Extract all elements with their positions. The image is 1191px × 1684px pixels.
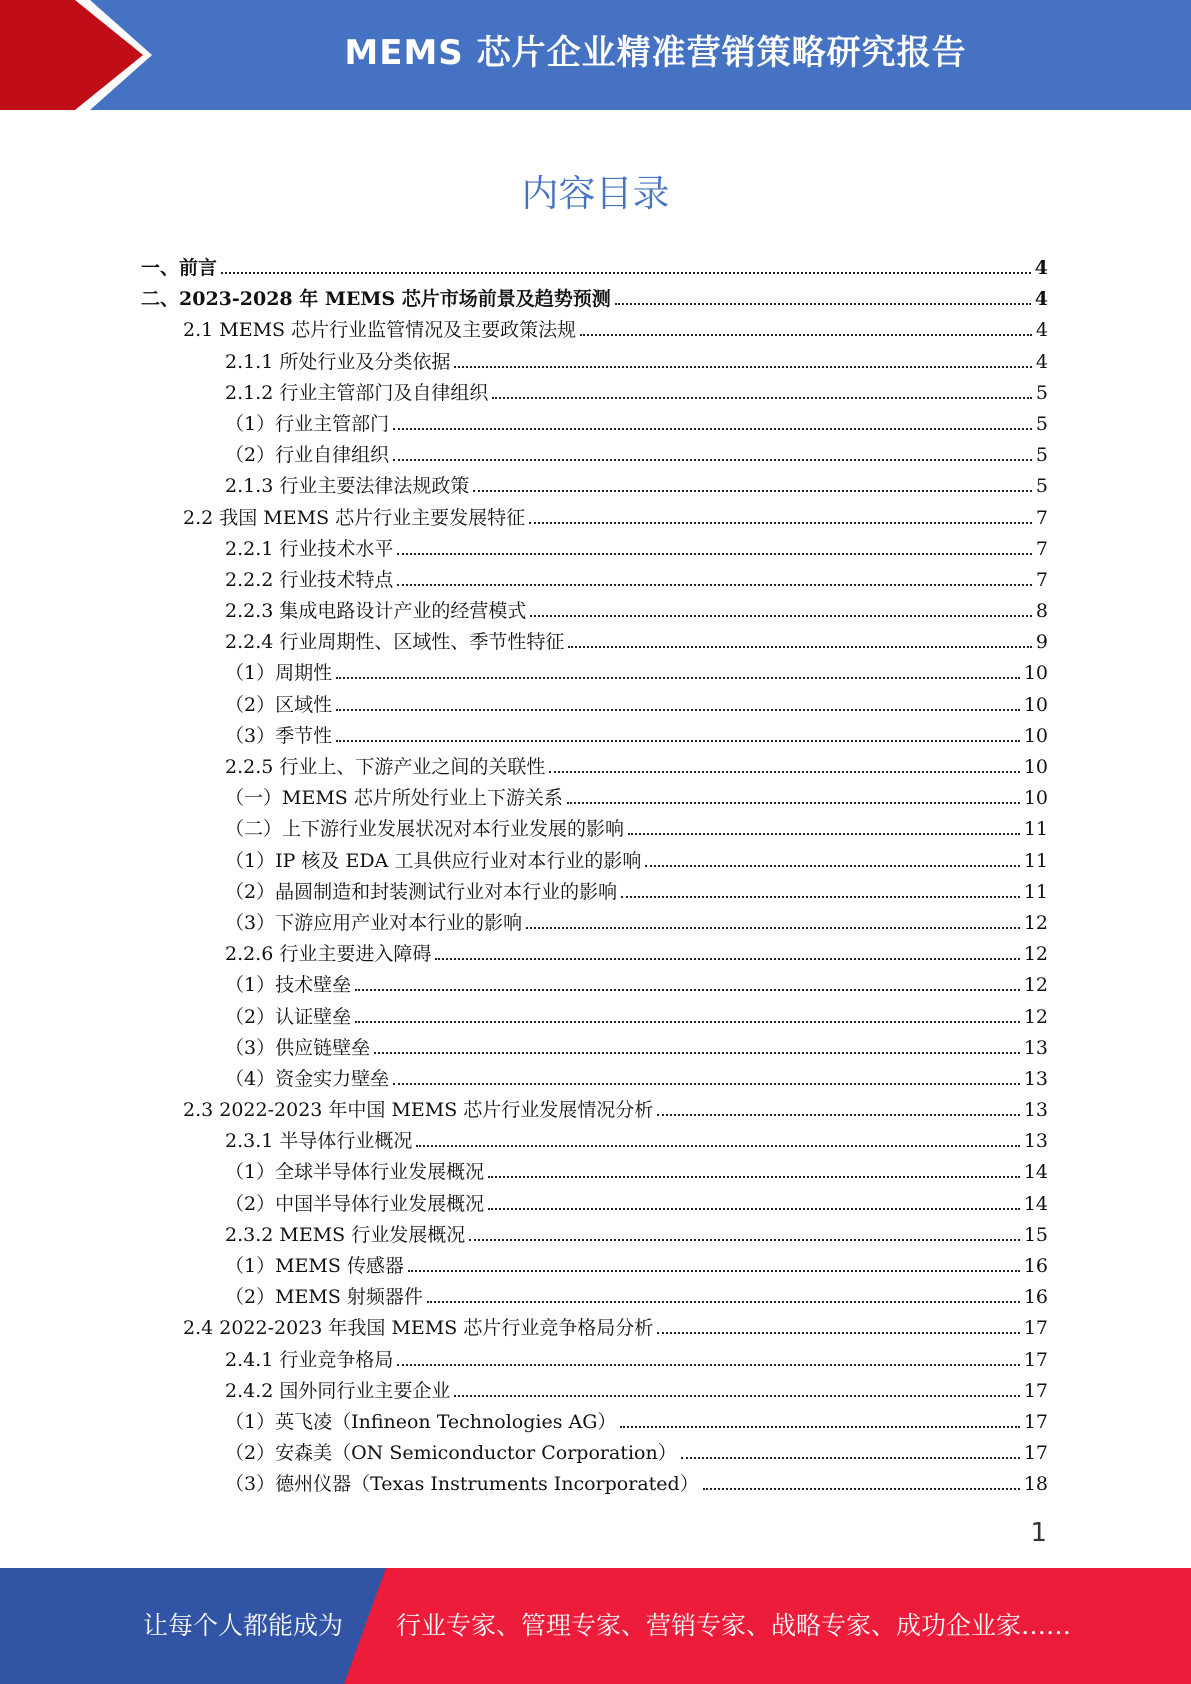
- toc-entry-label: （1）IP 核及 EDA 工具供应行业对本行业的影响: [225, 849, 642, 872]
- toc-leader-dots: [567, 802, 1020, 804]
- toc-entry-page: 4: [1034, 315, 1048, 346]
- toc-entry-label: 2.1 MEMS 芯片行业监管情况及主要政策法规: [183, 319, 577, 342]
- toc-leader-dots: [703, 1488, 1020, 1490]
- toc-leader-dots: [530, 615, 1032, 617]
- toc-entry[interactable]: [141, 534, 1048, 565]
- toc-entry-label: 一、前言: [141, 257, 218, 279]
- toc-entry[interactable]: [141, 1189, 1048, 1220]
- toc-entry-label: （4）资金实力壁垒: [225, 1067, 390, 1090]
- toc-entry-page: 14: [1022, 1189, 1048, 1220]
- toc-entry[interactable]: [141, 596, 1048, 627]
- toc-entry-page: 12: [1022, 970, 1048, 1001]
- toc-entry-page: 8: [1034, 596, 1048, 627]
- toc-entry[interactable]: [141, 1157, 1048, 1188]
- toc-entry-page: 4: [1034, 347, 1048, 378]
- toc-entry[interactable]: [141, 690, 1048, 721]
- toc-entry[interactable]: [141, 471, 1048, 502]
- toc-entry[interactable]: [141, 1220, 1048, 1251]
- toc-entry[interactable]: [141, 378, 1048, 409]
- toc-entry[interactable]: [141, 1282, 1048, 1313]
- toc-leader-dots: [336, 709, 1020, 711]
- toc-entry-page: 13: [1022, 1126, 1048, 1157]
- toc-entry[interactable]: [141, 908, 1048, 939]
- toc-entry-label: 2.2.5 行业上、下游产业之间的关联性: [225, 756, 546, 778]
- toc-entry-label: 2.2.6 行业主要进入障碍: [225, 943, 432, 966]
- toc-entry-page: 11: [1022, 814, 1048, 845]
- toc-entry-page: 13: [1022, 1064, 1048, 1095]
- toc-entry-label: （3）供应链壁垒: [225, 1036, 371, 1059]
- toc-entry[interactable]: [141, 814, 1048, 845]
- toc-entry[interactable]: [141, 565, 1048, 596]
- toc-entry-label: （1）全球半导体行业发展概况: [225, 1161, 485, 1184]
- toc-entry-label: （1）英飞凌（Infineon Technologies AG）: [225, 1410, 617, 1433]
- toc-leader-dots: [454, 1395, 1020, 1397]
- toc-entry-page: 4: [1033, 253, 1048, 284]
- toc-leader-dots: [393, 428, 1032, 430]
- toc-leader-dots: [454, 366, 1032, 368]
- toc-entry[interactable]: [141, 1438, 1048, 1469]
- footer-slogan-right: 行业专家、管理专家、营销专家、战略专家、成功企业家……: [396, 1611, 1072, 1640]
- toc-entry-label: 2.3.2 MEMS 行业发展概况: [225, 1223, 466, 1246]
- toc-entry-page: 11: [1022, 846, 1048, 877]
- toc-entry[interactable]: [141, 1126, 1048, 1157]
- toc-leader-dots: [526, 927, 1020, 929]
- toc-entry-label: （一）MEMS 芯片所处行业上下游关系: [225, 787, 563, 810]
- toc-leader-dots: [615, 303, 1031, 305]
- toc-entry-label: 2.2.4 行业周期性、区域性、季节性特征: [225, 631, 565, 654]
- toc-leader-dots: [529, 522, 1032, 524]
- toc-leader-dots: [488, 1176, 1020, 1178]
- toc-entry[interactable]: [141, 752, 1048, 783]
- footer-slogan-left: 让每个人都能成为: [143, 1611, 344, 1640]
- toc-entry[interactable]: [141, 1376, 1048, 1407]
- toc-entry-label: （3）下游应用产业对本行业的影响: [225, 911, 523, 934]
- toc-entry-label: （2）安森美（ON Semiconductor Corporation）: [225, 1442, 677, 1465]
- toc-leader-dots: [221, 272, 1031, 274]
- toc-entry-label: （1）行业主管部门: [225, 412, 390, 435]
- toc-entry-page: 10: [1022, 752, 1048, 783]
- toc-leader-dots: [374, 1052, 1020, 1054]
- toc-entry[interactable]: [141, 783, 1048, 814]
- toc-entry-label: （2）认证壁垒: [225, 1005, 352, 1028]
- toc-entry[interactable]: [141, 347, 1048, 378]
- report-title: MEMS 芯片企业精准营销策略研究报告: [344, 33, 967, 73]
- toc-entry-label: （二）上下游行业发展状况对本行业发展的影响: [225, 818, 625, 841]
- page-number: 1: [1030, 1518, 1047, 1548]
- toc-entry-label: 2.4.2 国外同行业主要企业: [225, 1379, 451, 1402]
- footer-banner: [0, 1568, 1191, 1684]
- toc-entry-label: （3）季节性: [225, 724, 333, 747]
- toc-leader-dots: [393, 459, 1032, 461]
- toc-entry[interactable]: [141, 846, 1048, 877]
- toc-entry[interactable]: [141, 627, 1048, 658]
- toc-entry-page: 5: [1034, 409, 1048, 440]
- toc-entry[interactable]: [141, 284, 1048, 315]
- toc-leader-dots: [336, 677, 1020, 679]
- table-of-contents: [141, 253, 1048, 1501]
- toc-leader-dots: [435, 958, 1020, 960]
- toc-entry-label: （2）区域性: [225, 693, 333, 716]
- toc-entry-page: 18: [1022, 1469, 1048, 1500]
- toc-entry-page: 12: [1022, 939, 1048, 970]
- toc-entry[interactable]: [141, 1345, 1048, 1376]
- toc-leader-dots: [397, 553, 1032, 555]
- toc-entry-label: （1）技术壁垒: [225, 974, 352, 997]
- toc-leader-dots: [621, 896, 1020, 898]
- toc-entry-page: 7: [1034, 534, 1048, 565]
- toc-entry-label: （2）中国半导体行业发展概况: [225, 1192, 485, 1215]
- toc-leader-dots: [657, 1114, 1020, 1116]
- toc-entry[interactable]: [141, 1095, 1048, 1126]
- toc-leader-dots: [620, 1426, 1020, 1428]
- toc-entry-page: 11: [1022, 877, 1048, 908]
- toc-entry-page: 16: [1022, 1251, 1048, 1282]
- toc-leader-dots: [416, 1145, 1020, 1147]
- toc-entry-page: 4: [1033, 284, 1048, 315]
- toc-entry-label: 2.1.3 行业主要法律法规政策: [225, 475, 470, 498]
- toc-entry-page: 5: [1034, 440, 1048, 471]
- toc-entry-page: 17: [1022, 1345, 1048, 1376]
- toc-entry-label: 2.3.1 半导体行业概况: [225, 1130, 413, 1153]
- toc-leader-dots: [408, 1270, 1020, 1272]
- toc-entry-page: 17: [1022, 1313, 1048, 1344]
- toc-entry[interactable]: [141, 440, 1048, 471]
- toc-entry-label: 2.1.2 行业主管部门及自律组织: [225, 381, 489, 404]
- toc-leader-dots: [393, 1083, 1020, 1085]
- toc-entry[interactable]: [141, 939, 1048, 970]
- toc-leader-dots: [473, 490, 1032, 492]
- toc-leader-dots: [397, 1364, 1020, 1366]
- toc-entry-label: （3）德州仪器（Texas Instruments Incorporated）: [225, 1473, 699, 1496]
- toc-entry-label: 2.2.2 行业技术特点: [225, 568, 394, 591]
- toc-entry[interactable]: [141, 970, 1048, 1001]
- toc-entry-label: （2）行业自律组织: [225, 444, 390, 467]
- toc-leader-dots: [628, 833, 1020, 835]
- toc-entry-label: （1）周期性: [225, 662, 333, 685]
- toc-entry[interactable]: [141, 1469, 1048, 1500]
- toc-leader-dots: [580, 334, 1032, 336]
- toc-leader-dots: [397, 584, 1032, 586]
- toc-entry-label: 二、2023-2028 年 MEMS 芯片市场前景及趋势预测: [141, 288, 611, 311]
- toc-entry[interactable]: [141, 315, 1048, 346]
- toc-leader-dots: [469, 1239, 1020, 1241]
- toc-entry-label: 2.4.1 行业竞争格局: [225, 1348, 394, 1371]
- toc-entry-page: 17: [1022, 1407, 1048, 1438]
- toc-leader-dots: [681, 1457, 1020, 1459]
- toc-entry[interactable]: [141, 877, 1048, 908]
- toc-leader-dots: [355, 1021, 1020, 1023]
- toc-entry[interactable]: [141, 658, 1048, 689]
- toc-entry-label: 2.3 2022-2023 年中国 MEMS 芯片行业发展情况分析: [183, 1099, 654, 1122]
- toc-entry-page: 10: [1022, 690, 1048, 721]
- toc-entry-page: 16: [1022, 1282, 1048, 1313]
- toc-leader-dots: [488, 1208, 1020, 1210]
- toc-entry-page: 10: [1022, 658, 1048, 689]
- toc-entry-page: 14: [1022, 1157, 1048, 1188]
- toc-entry[interactable]: [141, 1251, 1048, 1282]
- toc-entry-label: 2.1.1 所处行业及分类依据: [225, 350, 451, 373]
- toc-leader-dots: [645, 865, 1020, 867]
- toc-entry-label: （1）MEMS 传感器: [225, 1255, 404, 1277]
- toc-entry-label: （2）MEMS 射频器件: [225, 1286, 423, 1309]
- toc-leader-dots: [336, 740, 1020, 742]
- toc-entry-page: 15: [1022, 1220, 1048, 1251]
- header-banner: [0, 0, 1191, 110]
- toc-leader-dots: [568, 646, 1032, 648]
- toc-leader-dots: [427, 1301, 1020, 1303]
- toc-leader-dots: [355, 989, 1020, 991]
- toc-leader-dots: [657, 1332, 1020, 1334]
- toc-entry[interactable]: [141, 503, 1048, 534]
- toc-entry[interactable]: [141, 1064, 1048, 1095]
- toc-heading: 内容目录: [521, 172, 670, 215]
- toc-entry-label: 2.2 我国 MEMS 芯片行业主要发展特征: [183, 506, 526, 529]
- toc-entry-label: （2）晶圆制造和封装测试行业对本行业的影响: [225, 880, 618, 903]
- toc-entry[interactable]: [141, 1002, 1048, 1033]
- toc-entry[interactable]: [141, 721, 1048, 752]
- toc-entry[interactable]: [141, 253, 1048, 284]
- toc-entry-label: 2.2.1 行业技术水平: [225, 537, 394, 560]
- toc-entry-page: 13: [1022, 1095, 1048, 1126]
- toc-entry[interactable]: [141, 1313, 1048, 1344]
- toc-entry[interactable]: [141, 1033, 1048, 1064]
- toc-entry-page: 7: [1034, 503, 1048, 534]
- toc-leader-dots: [492, 397, 1032, 399]
- toc-entry-label: 2.2.3 集成电路设计产业的经营模式: [225, 600, 527, 623]
- toc-leader-dots: [549, 771, 1020, 773]
- toc-entry-page: 5: [1034, 471, 1048, 502]
- header-chevron-icon: [0, 0, 143, 110]
- toc-entry-page: 17: [1022, 1438, 1048, 1469]
- toc-entry[interactable]: [141, 409, 1048, 440]
- toc-entry-page: 10: [1022, 783, 1048, 814]
- toc-entry-page: 5: [1034, 378, 1048, 409]
- toc-entry-page: 10: [1022, 721, 1048, 752]
- toc-entry[interactable]: [141, 1407, 1048, 1438]
- toc-entry-page: 7: [1034, 565, 1048, 596]
- toc-entry-page: 12: [1022, 1002, 1048, 1033]
- toc-entry-page: 9: [1034, 627, 1048, 658]
- toc-entry-page: 12: [1022, 908, 1048, 939]
- toc-entry-page: 13: [1022, 1033, 1048, 1064]
- toc-entry-page: 17: [1022, 1376, 1048, 1407]
- toc-entry-label: 2.4 2022-2023 年我国 MEMS 芯片行业竞争格局分析: [183, 1317, 654, 1340]
